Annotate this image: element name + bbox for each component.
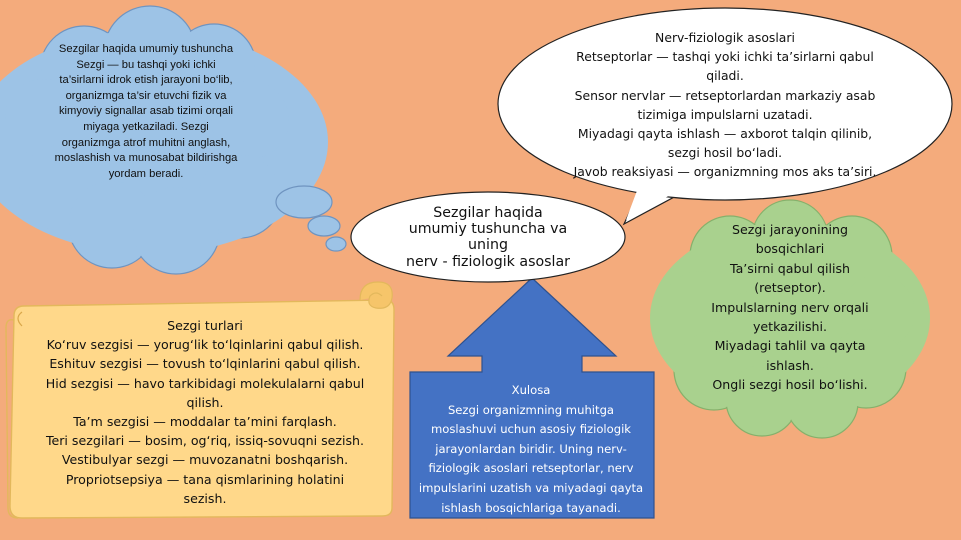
text-line: yordam beradi.: [108, 167, 184, 180]
text-line: Nerv-fiziologik asoslari: [655, 30, 795, 45]
text-line: Eshituv sezgisi — tovush to‘lqinlarini qabul qilish.: [49, 356, 361, 372]
text-line: Vestibulyar sezgi — muvozanatni boshqarish.: [61, 452, 349, 468]
text-line: Sezgi — bu tashqi yoki ichki: [76, 58, 216, 71]
center-title-text: [382, 205, 594, 270]
text-line: Sezgi organizmning muhitga: [447, 402, 615, 417]
text-line: moslashuvi uchun asosiy fiziologik: [430, 422, 632, 437]
text-line: tizimiga impulslarni uzatadi.: [637, 106, 813, 122]
text-line: Retseptorlar — tashqi yoki ichki ta’sirlarni qabul: [576, 49, 874, 65]
text-line: Javob reaksiyasi — organizmning mos aks ta’siri.: [573, 164, 877, 180]
text-line: yetkazilishi.: [752, 319, 828, 335]
text-line: (retseptor).: [754, 280, 826, 296]
thought-dot: [308, 216, 340, 236]
text-line: sezgi hosil bo‘ladi.: [667, 145, 783, 161]
text-line: fiziologik asoslari retseptorlar, nerv: [428, 461, 634, 476]
text-line: organizmga atrof muhitni anglash,: [61, 136, 231, 149]
text-line: Miyadagi qayta ishlash — axborot talqin qilinib,: [577, 126, 873, 142]
text-line: umumiy tushuncha va: [408, 221, 568, 238]
text-line: Hid sezgisi — havo tarkibidagi molekulalarni qabul: [45, 375, 365, 391]
text-line: ishlash bosqichlariga tayanadi.: [441, 500, 621, 515]
text-line: Ta’sirni qabul qilish: [729, 260, 851, 276]
cloud-general-concept-text: [46, 42, 246, 182]
text-line: nerv - fiziologik asoslar: [405, 253, 570, 270]
text-line: organizmga ta’sir etuvchi fizik va: [65, 89, 227, 102]
text-line: moslashish va munosabat bildirishga: [54, 152, 238, 165]
text-line: qiladi.: [706, 68, 744, 84]
text-line: bosqichlari: [755, 241, 825, 257]
thought-dot: [276, 186, 332, 218]
text-line: Sensor nervlar — retseptorlardan markaziy asab: [574, 87, 876, 103]
text-line: Impulslarning nerv orqali: [711, 299, 869, 315]
text-line: Ta’m sezgisi — moddalar ta’mini farqlash.: [73, 414, 337, 430]
text-line: ishlash.: [766, 357, 814, 373]
text-line: impulslarini uzatish va miyadagi qayta: [418, 480, 644, 495]
speech-neurophysiology-text: [572, 28, 878, 182]
text-line: qilish.: [186, 394, 224, 410]
scroll-sensation-types-text: [30, 316, 380, 508]
text-line: Sezgilar haqida umumiy tushuncha: [58, 43, 234, 55]
thought-dot: [326, 237, 346, 251]
text-line: kimyoviy signallar asab tizimi orqali: [58, 105, 234, 118]
text-line: Propriotsepsiya — tana qismlarining holatini: [65, 471, 345, 487]
arrow-conclusion-text: [412, 381, 650, 518]
text-line: Sezgi turlari: [167, 318, 243, 333]
text-line: Ko‘ruv sezgisi — yorug‘lik to‘lqinlarini qabul qilish.: [46, 337, 364, 353]
cloud-stages-text: [700, 220, 880, 395]
text-line: Sezgi jarayonining: [731, 222, 849, 237]
text-line: Miyadagi tahlil va qayta: [714, 338, 866, 354]
text-line: Sezgilar haqida: [433, 205, 543, 221]
text-line: Xulosa: [511, 383, 551, 397]
text-line: Teri sezgilari — bosim, og‘riq, issiq-sovuqni sezish.: [45, 433, 365, 449]
text-line: jarayonlardan biridir. Uning nerv-: [435, 441, 627, 456]
text-line: Ongli sezgi hosil bo‘lishi.: [712, 377, 868, 393]
text-line: sezish.: [183, 490, 227, 506]
text-line: miyaga yetkaziladi. Sezgi: [83, 120, 209, 133]
text-line: uning: [468, 237, 508, 254]
text-line: ta’sirlarni idrok etish jarayoni bo‘lib,: [59, 74, 233, 87]
